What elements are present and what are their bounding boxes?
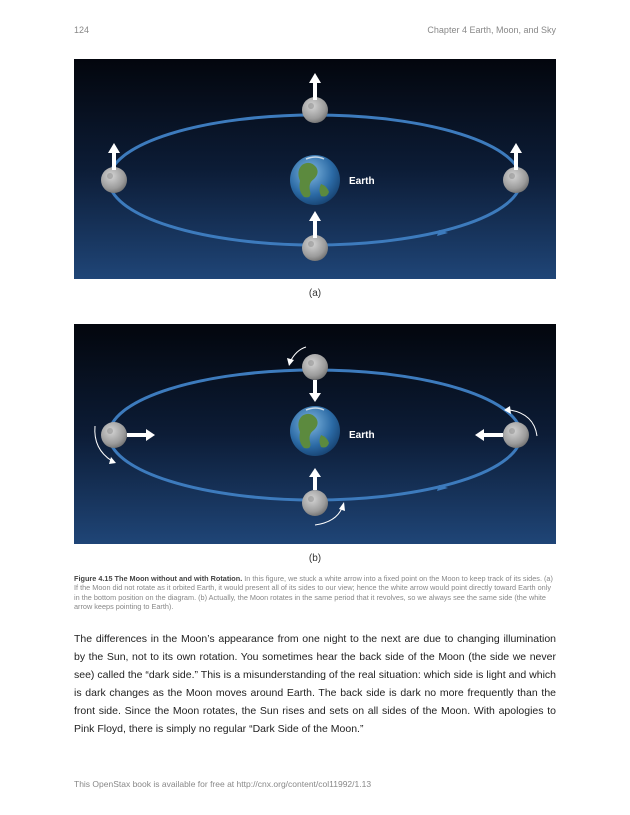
marker-arrow-icon [313,476,317,490]
chapter-title: Chapter 4 Earth, Moon, and Sky [427,25,556,35]
caption-title: Figure 4.15 The Moon without and with Rotation. [74,574,243,583]
marker-arrow-icon [313,380,317,394]
marker-arrow-icon [483,433,503,437]
panel-b-label: (b) [308,553,322,564]
marker-arrow-icon [313,220,317,238]
earth-label: Earth [349,430,375,441]
figure-panel-b [74,324,556,544]
marker-arrow-icon [514,152,518,170]
page-number: 124 [74,25,90,35]
page-footer: This OpenStax book is available for free at http://cnx.org/content/col11992/1.13 [74,779,372,789]
earth-label: Earth [349,176,375,187]
body-paragraph: The differences in the Moon’s appearance from one night to the next are due to changing illumination by the Sun, not to its own rotation. You sometimes hear the back side of the Moon (the side we never see) called the “dark side.” This is a misunderstanding of the real situation: which side is light and which is dark changes as the Moon moves around Earth. The back side is dark no more frequently than the front side. Since the Moon rotates, the Sun rises and sets on all sides of the Moon. With apologies to Pink Floyd, there is simply no regular “Dark Side of the Moon.” [74,633,556,735]
figure-caption [74,574,556,612]
earth-icon [290,406,340,456]
marker-arrow-icon [112,152,116,170]
panel-a-label: (a) [308,288,322,299]
caption-text: In this figure, we stuck a white arrow into a fixed point on the Moon to keep track of its sides. (a) If the Moon did not rotate as it orbited Earth, it would present all of its sides to our view; hence the white arrow would point directly toward Earth only in the bottom position on the diagram. (b) Actually, the Moon rotates in the same period that it revolves, so we always see the same side (the white arrow keeps pointing to Earth). [74,574,553,612]
marker-arrow-icon [127,433,147,437]
earth-icon [290,155,340,205]
marker-arrow-icon [313,82,317,100]
figure-panel-a [74,59,556,279]
